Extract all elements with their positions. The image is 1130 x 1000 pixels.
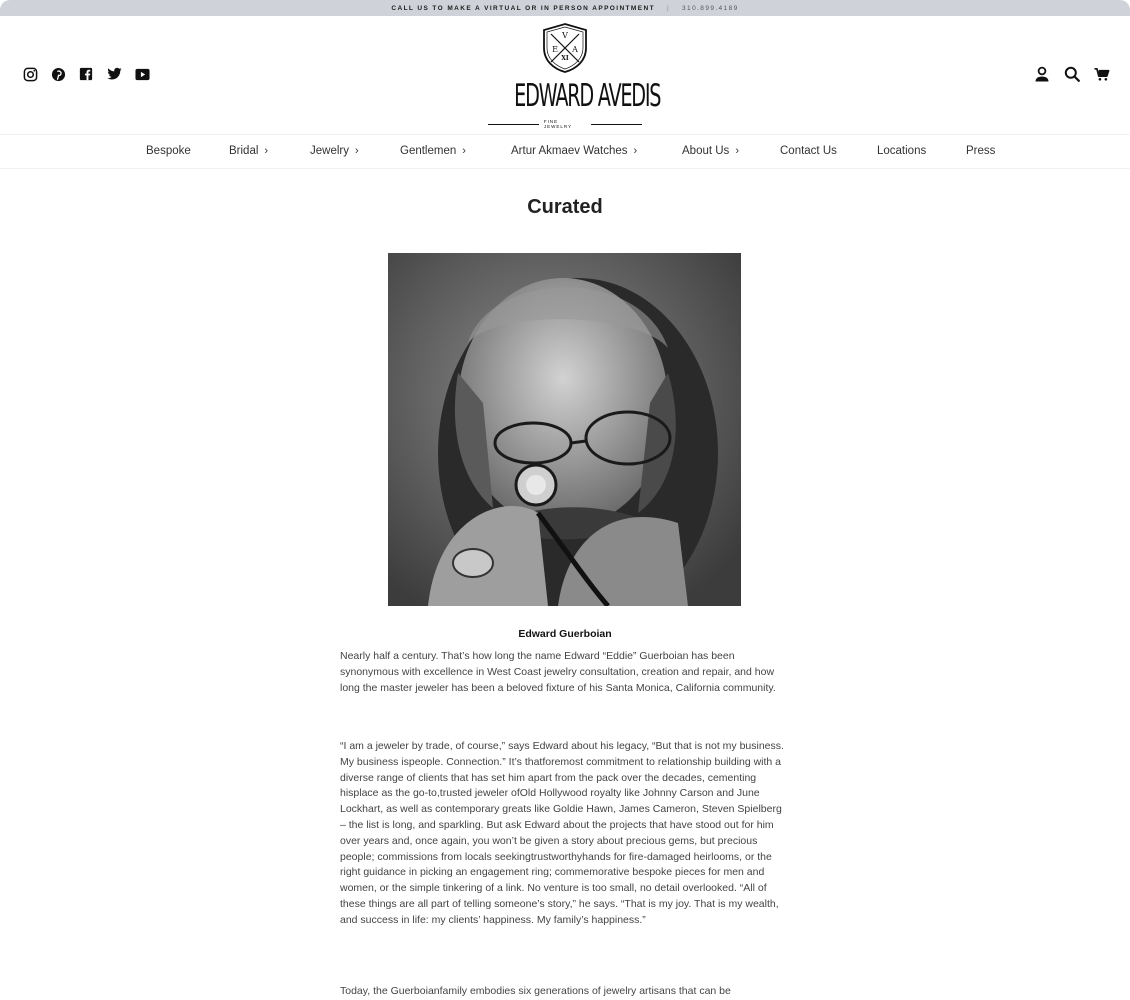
chevron-right-icon: ›	[735, 145, 739, 157]
announcement-separator: |	[666, 4, 671, 12]
youtube-icon[interactable]	[134, 66, 150, 82]
nav-item-artur-akmaev-watches[interactable]	[511, 135, 637, 168]
brand-tagline	[483, 119, 647, 129]
announcement-text: CALL US TO MAKE A VIRTUAL OR IN PERSON APPOINTMENT	[391, 4, 655, 12]
nav-item-press[interactable]	[966, 135, 995, 168]
account-icon[interactable]	[1034, 66, 1050, 82]
announcement-phone[interactable]: 310.899.4189	[682, 4, 739, 12]
tagline-rule-right	[591, 124, 642, 125]
crest-letter-bottom: XI	[561, 55, 569, 62]
crest-letter-left: E	[552, 45, 558, 54]
nav-item-label: Artur Akmaev Watches	[511, 145, 628, 157]
main-navigation	[0, 134, 1130, 169]
crest-letter-top: V	[562, 31, 568, 40]
chevron-right-icon: ›	[462, 145, 466, 157]
chevron-right-icon: ›	[264, 145, 269, 157]
announcement-bar	[0, 0, 1130, 16]
brand-wordmark: EDWARD AVEDIS	[514, 78, 661, 114]
brand-tagline-text: FINE JEWELRY	[543, 119, 573, 129]
jeweler-portrait-illustration	[388, 253, 741, 606]
nav-item-label: Jewelry	[310, 145, 349, 157]
facebook-icon[interactable]	[78, 66, 94, 82]
nav-item-label: Press	[966, 145, 996, 157]
brand-logo[interactable]	[483, 22, 661, 129]
portrait-caption: Edward Guerboian	[518, 628, 612, 640]
nav-item-contact-us[interactable]	[780, 135, 837, 168]
nav-item-label: Bespoke	[146, 145, 191, 157]
nav-item-jewelry[interactable]	[310, 135, 359, 168]
paragraph-intro: Nearly half a century. That’s how long the name Edward “Eddie” Guerboian has been synonymous with excellence in West Coast jewelry consultation, creation and repair, and how long the master jeweler has been a beloved fixture of his Santa Monica, California community.	[340, 650, 776, 694]
pinterest-icon[interactable]	[50, 66, 66, 82]
chevron-right-icon: ›	[354, 145, 359, 157]
nav-item-label: Bridal	[229, 145, 259, 157]
twitter-icon[interactable]	[106, 66, 122, 82]
search-icon[interactable]	[1064, 66, 1080, 82]
crest-icon	[539, 22, 591, 74]
nav-item-bespoke[interactable]	[146, 135, 191, 168]
instagram-icon[interactable]	[22, 66, 38, 82]
page-title: Curated	[527, 196, 603, 218]
crest-letter-right: A	[572, 45, 578, 54]
tagline-rule-left	[488, 124, 539, 125]
nav-item-bridal[interactable]	[229, 135, 268, 168]
utility-links	[1034, 66, 1110, 82]
nav-item-label: Locations	[877, 145, 927, 157]
paragraph-family: Today, the Guerboianfamily embodies six generations of jewelry artisans that can be	[340, 985, 731, 997]
nav-item-label: Contact Us	[780, 145, 837, 157]
site-header	[0, 16, 1130, 134]
nav-item-about-us[interactable]	[682, 135, 739, 168]
nav-item-label: Gentlemen	[400, 145, 457, 157]
portrait-photo	[388, 253, 741, 606]
nav-item-locations[interactable]	[877, 135, 926, 168]
paragraph-legacy: “I am a jeweler by trade, of course,” says Edward about his legacy, “But that is not my business. My business ispeople. Connection.” It’s thatforemost commitment to relationship building with a diverse range of clients that has set him apart from the pack over the decades, cementing hisplace as the go-to,trusted jeweler ofOld Hollywood royalty like Johnny Carson and June Lockhart, as well as contemporary greats like Goldie Hawn, James Cameron, Steven Spielberg – the list is long, and sparkling. But ask Edward about the projects that have stood out for him over years and, once again, you won’t be given a story about precious gems, but precious people; commissions from locals seekingtrustworthyhands for fire-damaged heirlooms, or the right guidance in picking an engagement ring; commemorative bespoke pieces for men and women, or the simple tinkering of a link. No venture is too small, no detail overlooked. “All of these things are all part of telling someone’s story,” he says. “That is my joy. That is my wealth, and success in life: my clients’ happiness. My family’s happiness.”	[340, 740, 784, 926]
chevron-right-icon: ›	[633, 145, 638, 157]
social-links	[22, 66, 150, 82]
cart-icon[interactable]	[1094, 66, 1110, 82]
nav-item-gentlemen[interactable]	[400, 135, 466, 168]
nav-item-label: About Us	[682, 145, 730, 157]
